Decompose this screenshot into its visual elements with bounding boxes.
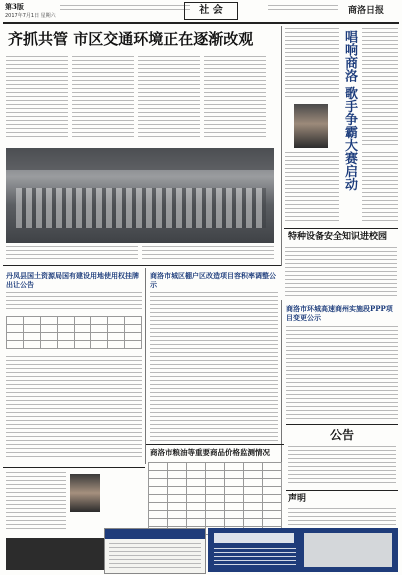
page-number: 第3版 (5, 2, 24, 11)
price-monitor-table (148, 462, 282, 535)
notice-3-title: 商洛市环城高速商州实施段PPP项目变更公示 (286, 304, 393, 322)
left-ad-portrait (70, 474, 100, 512)
right-ad (208, 528, 398, 572)
notice-1-title: 丹凤县国土资源局国有建设用地使用权挂牌出让公告 (6, 271, 139, 289)
center-ad (104, 528, 206, 574)
feature-body-bottom (362, 152, 398, 224)
notice-1-intro (6, 292, 142, 312)
feature-vertical-title: 唱响商洛 歌手争霸大赛启动 (342, 30, 357, 191)
feature-body-top (285, 28, 339, 98)
price-monitor-title: 商洛市粮油等重要商品价格监测情况 (150, 448, 270, 457)
notice-1-body (6, 356, 142, 460)
feature-portrait (294, 104, 328, 148)
section-title: 社 会 (184, 2, 238, 20)
lead-headline: 齐抓共管 市区交通环境正在逐渐改观 (8, 30, 254, 48)
sidebar-headline: 特种设备安全知识进校园 (288, 232, 388, 242)
masthead (0, 0, 402, 22)
announcement-title: 公告 (329, 428, 354, 442)
lead-body-col-1 (6, 56, 68, 140)
issue-date: 2017年7月1日 星期六 (5, 13, 56, 19)
notice-3-body (286, 326, 398, 420)
sidebar-body (285, 247, 397, 299)
lead-body-col-4 (204, 56, 266, 140)
notice-2-title: 商洛市城区棚户区改造项目容积率调整公示 (150, 271, 276, 289)
lead-photo-caption-right (142, 246, 274, 260)
lead-body-col-3 (138, 56, 200, 140)
feature-body-left (285, 152, 339, 224)
notice-2-body (150, 292, 278, 442)
lead-photo (6, 148, 274, 243)
feature-body-right (362, 28, 398, 148)
lead-photo-caption-left (6, 246, 138, 260)
left-ad-text (6, 472, 66, 532)
announcement-body (288, 446, 396, 486)
notice-1-table (6, 316, 142, 349)
statement-title: 声明 (288, 494, 307, 504)
lead-body-col-2 (72, 56, 134, 140)
masthead-logo: 商洛日报 (348, 6, 385, 16)
